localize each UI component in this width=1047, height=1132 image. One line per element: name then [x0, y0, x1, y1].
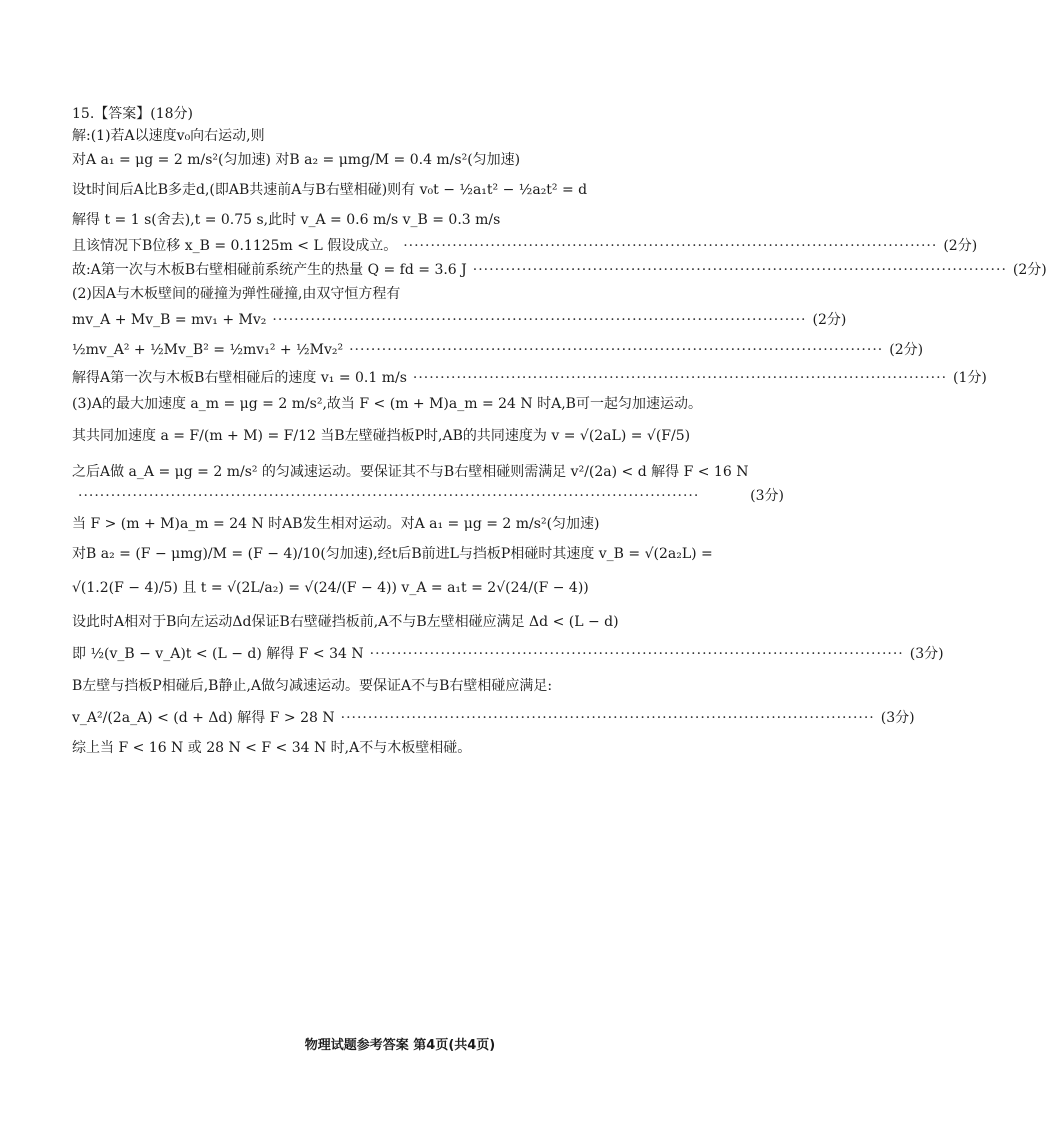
- dot-leader: ··································································································: [369, 646, 904, 662]
- common-acceleration-line: 其共同加速度 a = F/(m + M) = F/12 当B左壁碰挡板P时,AB的共同速度为 v = √(2aL) = √(F/5): [72, 428, 691, 444]
- displacement-equation: 设t时间后A比B多走d,(即AB共速前A与B右壁相碰)则有 v₀t − ½a₁t² − ½a₂t² = d: [72, 182, 588, 198]
- score-label: (2分): [1012, 262, 1047, 278]
- acceleration-line: 对A a₁ = μg = 2 m/s²(匀加速) 对B a₂ = μmg/M = 0.4 m/s²(匀加速): [72, 152, 521, 168]
- velocity-result-text: 解得A第一次与木板B右壁相碰后的速度 v₁ = 0.1 m/s: [72, 370, 407, 386]
- part3-intro: (3)A的最大加速度 a_m = μg = 2 m/s²,故当 F < (m + M)a_m = 24 N 时A,B可一起匀加速运动。: [72, 396, 702, 412]
- after-collision-line: B左壁与挡板P相碰后,B静止,A做匀减速运动。要保证A不与B右壁相碰应满足:: [72, 678, 553, 694]
- time-solution: 解得 t = 1 s(舍去),t = 0.75 s,此时 v_A = 0.6 m/s v_B = 0.3 m/s: [72, 212, 501, 228]
- energy-equation: ½mv_A² + ½Mv_B² = ½mv₁² + ½Mv₂²: [72, 342, 344, 358]
- deceleration-line: 之后A做 a_A = μg = 2 m/s² 的匀减速运动。要保证其不与B右壁相碰则需满足 v²/(2a) < d 解得 F < 16 N: [72, 464, 749, 480]
- inequality-line: [72, 644, 944, 664]
- final-inequality-line: [72, 708, 915, 728]
- dot-leader: ··································································································: [349, 342, 884, 358]
- score-only-line: [72, 486, 784, 506]
- score-label: (2分): [889, 342, 924, 358]
- b-acceleration-line: 对B a₂ = (F − μmg)/M = (F − 4)/10(匀加速),经t后B前进L与挡板P相碰时其速度 v_B = √(2a₂L) =: [72, 546, 713, 562]
- energy-line: [72, 340, 924, 360]
- score-label: (2分): [943, 238, 978, 254]
- relative-displacement-line: 设此时A相对于B向左运动Δd保证B右壁碰挡板前,A不与B左壁相碰应满足 Δd < (L − d): [72, 614, 619, 630]
- part2-intro: (2)因A与木板壁间的碰撞为弹性碰撞,由双守恒方程有: [72, 286, 401, 302]
- score-label: (2分): [812, 312, 847, 328]
- page-footer: 物理试题参考答案 第4页(共4页): [304, 1038, 496, 1053]
- score-label: (3分): [909, 646, 944, 662]
- heat-text: 故:A第一次与木板B右壁相碰前系统产生的热量 Q = fd = 3.6 J: [72, 262, 467, 278]
- assumption-text: 且该情况下B位移 x_B = 0.1125m < L 假设成立。: [72, 238, 398, 254]
- solution-intro: 解:(1)若A以速度v₀向右运动,则: [72, 128, 265, 144]
- dot-leader: ··································································································: [272, 312, 807, 328]
- score-label: (3分): [880, 710, 915, 726]
- final-inequality-text: v_A²/(2a_A) < (d + Δd) 解得 F > 28 N: [72, 710, 335, 726]
- dot-leader: ··································································································: [472, 262, 1007, 278]
- time-velocity-line: √(1.2(F − 4)/5) 且 t = √(2L/a₂) = √(24/(F − 4)) v_A = a₁t = 2√(24/(F − 4)): [72, 580, 589, 596]
- momentum-equation: mv_A + Mv_B = mv₁ + Mv₂: [72, 312, 267, 328]
- question-heading: 15.【答案】(18分): [72, 106, 194, 122]
- dot-leader: ··················································································································: [78, 488, 700, 504]
- dot-leader: ··································································································: [340, 710, 875, 726]
- relative-motion-line: 当 F > (m + M)a_m = 24 N 时AB发生相对运动。对A a₁ = μg = 2 m/s²(匀加速): [72, 516, 600, 532]
- heat-line: [72, 260, 1047, 280]
- momentum-line: [72, 310, 847, 330]
- score-label: (1分): [953, 370, 987, 386]
- dot-leader: ··································································································: [403, 238, 938, 254]
- inequality-text: 即 ½(v_B − v_A)t < (L − d) 解得 F < 34 N: [72, 646, 364, 662]
- score-label: (3分): [750, 488, 784, 504]
- conclusion-line: 综上当 F < 16 N 或 28 N < F < 34 N 时,A不与木板壁相碰。: [72, 740, 472, 756]
- assumption-line: [72, 236, 978, 256]
- velocity-result-line: [72, 368, 987, 388]
- dot-leader: ··································································································: [412, 370, 948, 386]
